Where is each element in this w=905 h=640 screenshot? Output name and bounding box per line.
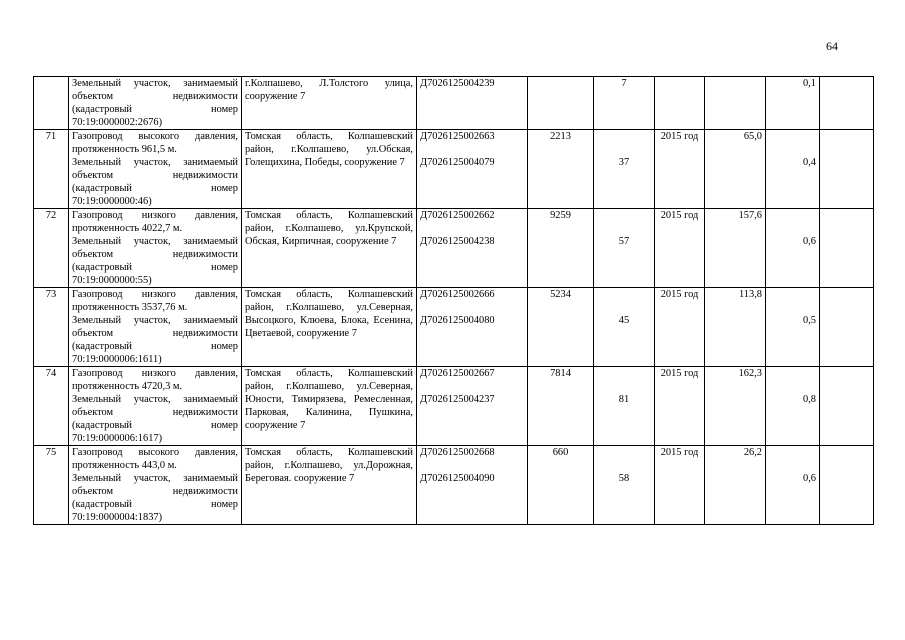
land-plot-description: Земельный участок, занимаемый объектом недвижимости (кадастровый номер 70:19:0000002:2676)	[72, 78, 238, 128]
object-description	[69, 288, 242, 367]
land-value: 0,6	[766, 446, 820, 525]
registry-code-land: Д7026125004090	[420, 473, 495, 484]
book-value: 162,3	[705, 367, 766, 446]
registry-code	[417, 446, 528, 525]
length-value: 2213	[528, 130, 594, 209]
land-area-value: 45	[594, 288, 655, 367]
year-value: 2015 год	[655, 367, 705, 446]
extra-cell	[820, 130, 874, 209]
address-text: Томская область, Колпашевский район, г.Колпашево, ул.Обская, Голещихина, Победы, сооружение 7	[245, 131, 413, 168]
row-number: 74	[34, 367, 69, 446]
extra-cell	[820, 446, 874, 525]
length-value	[528, 77, 594, 130]
registry-code-main: Д7026125002666	[420, 289, 495, 300]
year-value: 2015 год	[655, 288, 705, 367]
length-value: 7814	[528, 367, 594, 446]
land-area-value: 81	[594, 367, 655, 446]
registry-code-main: Д7026125004239	[420, 78, 495, 89]
registry-code-land: Д7026125004080	[420, 315, 495, 326]
table-body	[34, 77, 874, 525]
object-address	[242, 367, 417, 446]
registry-code-land: Д7026125004237	[420, 394, 495, 405]
object-description	[69, 367, 242, 446]
object-address	[242, 130, 417, 209]
table-row	[34, 367, 874, 446]
year-value: 2015 год	[655, 209, 705, 288]
object-description	[69, 446, 242, 525]
land-value: 0,5	[766, 288, 820, 367]
year-value: 2015 год	[655, 446, 705, 525]
address-text: Томская область, Колпашевский район, г.Колпашево, ул.Крупской, Обская, Кирпичная, сооружение 7	[245, 210, 413, 247]
table-row	[34, 209, 874, 288]
land-area-value: 7	[594, 77, 655, 130]
object-address	[242, 77, 417, 130]
registry-code-main: Д7026125002662	[420, 210, 495, 221]
row-number	[34, 77, 69, 130]
registry-code	[417, 130, 528, 209]
pipeline-description: Газопровод низкого давления, протяженность 4720,3 м.	[72, 368, 238, 392]
land-area-value: 58	[594, 446, 655, 525]
book-value: 113,8	[705, 288, 766, 367]
page-number: 64	[826, 39, 838, 53]
row-number: 72	[34, 209, 69, 288]
object-address	[242, 446, 417, 525]
registry-code-main: Д7026125002668	[420, 447, 495, 458]
row-number: 71	[34, 130, 69, 209]
book-value: 26,2	[705, 446, 766, 525]
length-value: 5234	[528, 288, 594, 367]
registry-code	[417, 367, 528, 446]
year-value	[655, 77, 705, 130]
land-area-value: 37	[594, 130, 655, 209]
extra-cell	[820, 209, 874, 288]
extra-cell	[820, 367, 874, 446]
year-value: 2015 год	[655, 130, 705, 209]
book-value: 65,0	[705, 130, 766, 209]
land-area-value: 57	[594, 209, 655, 288]
row-number: 75	[34, 446, 69, 525]
registry-code-land: Д7026125004238	[420, 236, 495, 247]
land-plot-description: Земельный участок, занимаемый объектом недвижимости (кадастровый номер 70:19:0000000:46)	[72, 157, 238, 207]
pipeline-description: Газопровод высокого давления, протяженность 443,0 м.	[72, 447, 238, 471]
object-address	[242, 288, 417, 367]
pipeline-description: Газопровод низкого давления, протяженность 4022,7 м.	[72, 210, 238, 234]
registry-code-main: Д7026125002663	[420, 131, 495, 142]
table-row	[34, 130, 874, 209]
registry-code	[417, 288, 528, 367]
address-text: Томская область, Колпашевский район, г.Колпашево, ул.Северная, Высоцкого, Клюева, Блока, Есенина, Цветаевой, сооружение 7	[245, 289, 413, 339]
registry-code	[417, 209, 528, 288]
address-text: Томская область, Колпашевский район, г.Колпашево, ул.Дорожная, Береговая. сооружение 7	[245, 447, 413, 484]
land-plot-description: Земельный участок, занимаемый объектом недвижимости (кадастровый номер 70:19:0000000:55)	[72, 236, 238, 286]
table-row	[34, 446, 874, 525]
pipeline-description: Газопровод высокого давления, протяженность 961,5 м.	[72, 131, 238, 155]
address-text: г.Колпашево, Л.Толстого улица, сооружение 7	[245, 78, 413, 102]
land-plot-description: Земельный участок, занимаемый объектом недвижимости (кадастровый номер 70:19:0000006:1617)	[72, 394, 238, 444]
length-value: 660	[528, 446, 594, 525]
row-number: 73	[34, 288, 69, 367]
object-description	[69, 130, 242, 209]
land-value: 0,1	[766, 77, 820, 130]
table-row	[34, 77, 874, 130]
pipeline-description: Газопровод низкого давления, протяженность 3537,76 м.	[72, 289, 238, 313]
land-plot-description: Земельный участок, занимаемый объектом недвижимости (кадастровый номер 70:19:0000006:1611)	[72, 315, 238, 365]
land-value: 0,8	[766, 367, 820, 446]
registry-code	[417, 77, 528, 130]
registry-code-land: Д7026125004079	[420, 157, 495, 168]
registry-code-main: Д7026125002667	[420, 368, 495, 379]
land-value: 0,4	[766, 130, 820, 209]
property-register-table	[33, 76, 874, 525]
land-plot-description: Земельный участок, занимаемый объектом недвижимости (кадастровый номер 70:19:0000004:1837)	[72, 473, 238, 523]
object-description	[69, 209, 242, 288]
table-row	[34, 288, 874, 367]
book-value: 157,6	[705, 209, 766, 288]
object-description	[69, 77, 242, 130]
extra-cell	[820, 77, 874, 130]
extra-cell	[820, 288, 874, 367]
address-text: Томская область, Колпашевский район, г.Колпашево, ул.Северная, Юности, Тимирязева, Ремесленная, Парковая, Калинина, Пушкина, сооружение 7	[245, 368, 413, 431]
length-value: 9259	[528, 209, 594, 288]
object-address	[242, 209, 417, 288]
book-value	[705, 77, 766, 130]
land-value: 0,6	[766, 209, 820, 288]
